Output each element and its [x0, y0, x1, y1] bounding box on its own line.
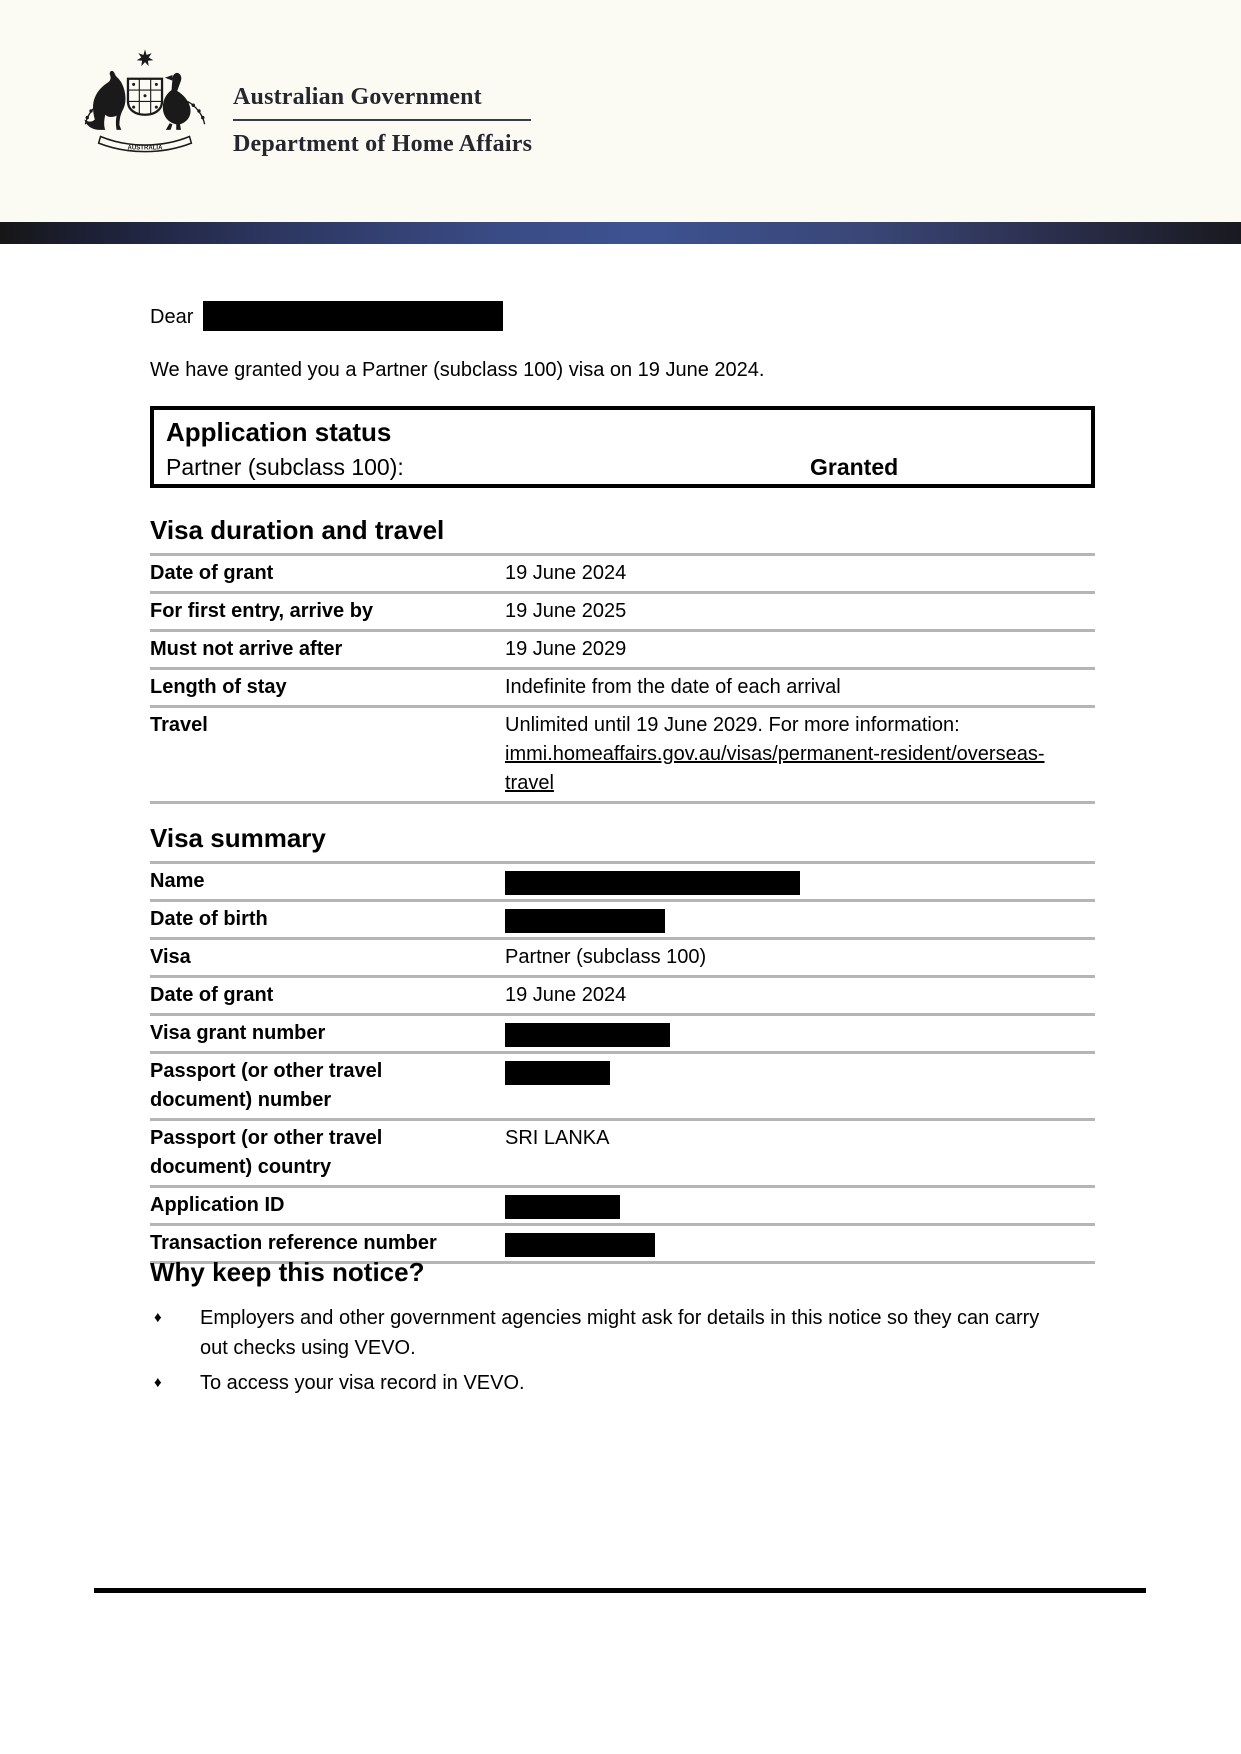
row-label: Date of grant [150, 562, 274, 584]
table-row [150, 553, 1095, 591]
row-value [505, 943, 1045, 972]
row-value-text: 19 June 2025 [505, 600, 627, 622]
table-row [150, 629, 1095, 667]
row-value [505, 1057, 1045, 1115]
header-gradient-bar [0, 222, 1241, 244]
table-row [150, 1013, 1095, 1051]
row-label: Visa grant number [150, 1022, 326, 1044]
application-status-row [166, 452, 1079, 482]
row-value [505, 1191, 1045, 1220]
row-label: Name [150, 870, 205, 892]
letterhead-text [233, 84, 532, 157]
table-row [150, 899, 1095, 937]
row-value [505, 1124, 1045, 1182]
row-value [505, 711, 1045, 798]
grant-statement: We have granted you a Partner (subclass 100) visa on 19 June 2024. [150, 359, 765, 381]
row-value [505, 635, 1045, 664]
visa-summary-heading: Visa summary [150, 823, 326, 853]
row-value-text: SRI LANKA [505, 1127, 610, 1149]
table-row [150, 1118, 1095, 1185]
row-label: Date of birth [150, 908, 268, 930]
row-value [505, 559, 1045, 588]
redaction-box [505, 1195, 620, 1219]
government-name: Australian Government [233, 84, 482, 110]
row-value-text: 19 June 2029 [505, 638, 627, 660]
redaction-box [505, 1233, 655, 1257]
greeting-line [150, 302, 503, 332]
letterhead [0, 0, 1241, 222]
redaction-box [505, 1061, 610, 1085]
footer-rule [94, 1588, 1146, 1593]
row-label: Transaction reference number [150, 1232, 437, 1254]
table-row [150, 975, 1095, 1013]
row-label: Visa [150, 946, 191, 968]
row-value-text: Indefinite from the date of each arrival [505, 676, 841, 698]
table-row [150, 667, 1095, 705]
travel-info-link[interactable]: immi.homeaffairs.gov.au/visas/permanent-resident/overseas-travel [505, 743, 1045, 794]
row-label: Passport (or other travel document) country [150, 1127, 383, 1178]
application-status-value: Granted [810, 454, 899, 480]
row-label: Passport (or other travel document) number [150, 1060, 383, 1111]
row-value-text: Partner (subclass 100) [505, 946, 707, 968]
redacted-recipient-name [203, 301, 503, 331]
application-status-title: Application status [166, 417, 392, 447]
row-value [505, 1229, 1045, 1258]
kangaroo-icon [84, 71, 125, 130]
table-row [150, 1051, 1095, 1118]
redaction-box [505, 871, 800, 895]
row-value-text: 19 June 2024 [505, 562, 627, 584]
department-name: Department of Home Affairs [233, 131, 533, 157]
emu-icon [163, 73, 191, 130]
row-label: For first entry, arrive by [150, 600, 374, 622]
application-status-box [150, 406, 1095, 488]
application-status-item: Partner (subclass 100): [166, 454, 404, 480]
visa-summary-table [150, 861, 1095, 1264]
table-row [150, 861, 1095, 899]
visa-duration-table [150, 553, 1095, 804]
row-label: Date of grant [150, 984, 274, 1006]
why-keep-heading: Why keep this notice? [150, 1257, 425, 1287]
row-value-text: 19 June 2024 [505, 984, 627, 1006]
australian-coat-of-arms-logo [74, 44, 216, 158]
row-value [505, 905, 1045, 934]
greeting-prefix: Dear [150, 306, 194, 328]
row-value [505, 673, 1045, 702]
table-row [150, 705, 1095, 801]
redaction-box [505, 1023, 670, 1047]
row-value [505, 597, 1045, 626]
bullet-item: ♦ Employers and other government agencies might ask for details in this notice so they can carry out checks using VEVO. [150, 1303, 1040, 1363]
visa-duration-heading: Visa duration and travel [150, 515, 445, 545]
redaction-box [505, 909, 665, 933]
table-row [150, 937, 1095, 975]
row-label: Must not arrive after [150, 638, 343, 660]
row-value [505, 1019, 1045, 1048]
commonwealth-star-icon [137, 49, 154, 66]
why-keep-bullet-list [150, 1303, 1040, 1403]
row-label: Travel [150, 714, 208, 736]
letterhead-divider [233, 119, 531, 121]
row-value-text: Unlimited until 19 June 2029. For more information: [505, 714, 960, 736]
row-label: Application ID [150, 1194, 285, 1216]
bullet-item: ♦ To access your visa record in VEVO. [150, 1368, 1040, 1398]
row-value [505, 981, 1045, 1010]
row-label: Length of stay [150, 676, 287, 698]
table-row [150, 591, 1095, 629]
banner-text: AUSTRALIA [127, 145, 163, 152]
row-value [505, 867, 1045, 896]
table-row [150, 1185, 1095, 1223]
